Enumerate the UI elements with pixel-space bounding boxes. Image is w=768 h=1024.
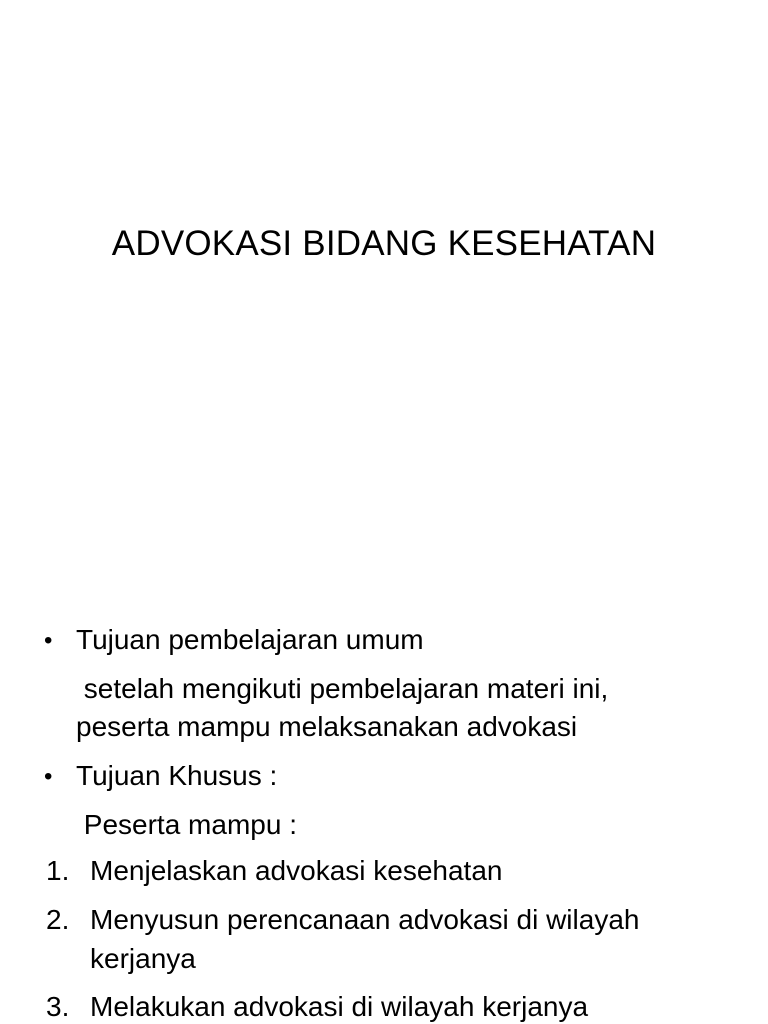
bullet-text-line: peserta mampu melaksanakan advokasi [76,711,578,742]
bullet-label-tujuan-umum: Tujuan pembelajaran umum [76,624,424,655]
list-item-number: 2. [46,904,70,935]
bullet-marker: • [44,763,53,790]
list-item-text: Melakukan advokasi di wilayah kerjanya [90,991,589,1022]
list-item-number: 1. [46,855,70,886]
list-item-number: 3. [46,991,70,1022]
bullet-marker: • [44,627,53,654]
list-item-text-continued: kerjanya [90,943,196,974]
list-item-text: Menjelaskan advokasi kesehatan [90,855,503,886]
list-item-text: Menyusun perencanaan advokasi di wilayah [90,904,640,935]
bullet-sub-label: Peserta mampu : [76,809,297,840]
slide-title: ADVOKASI BIDANG KESEHATAN [111,224,657,263]
bullet-label-tujuan-khusus: Tujuan Khusus : [76,760,278,791]
bullet-text-line: setelah mengikuti pembelajaran materi ini, [76,673,609,704]
